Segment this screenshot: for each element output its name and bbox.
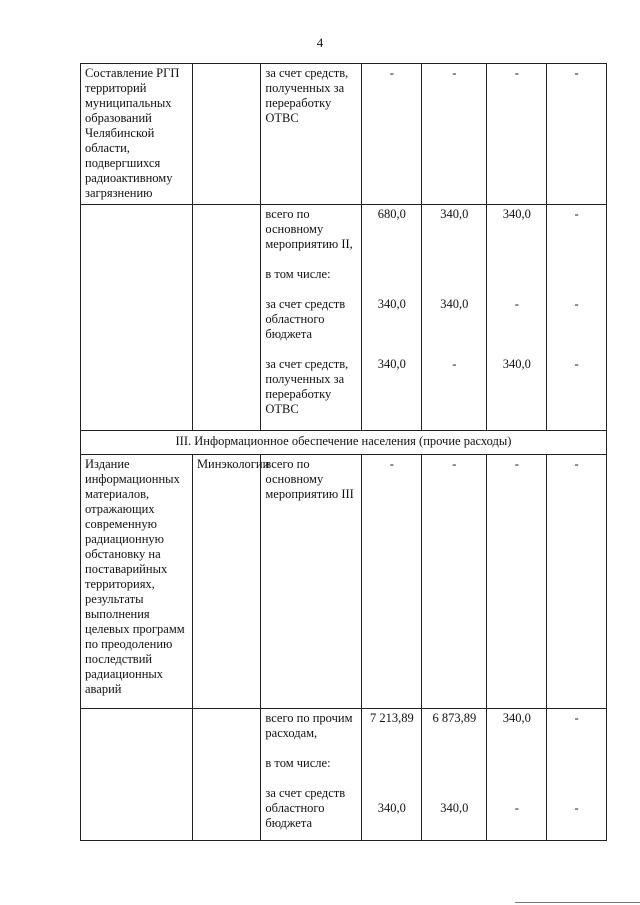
total-value: 340,0 bbox=[502, 207, 531, 221]
activity-name-cell: Издание информационных материалов, отражающих современную радиационную обстановку на поставарийных территориях, результаты выполнения целевых программ по преодолению последствий радиационных аварий bbox=[81, 455, 193, 709]
footer-rule bbox=[515, 902, 640, 903]
regional-value: - bbox=[574, 297, 579, 311]
value-cell: - bbox=[422, 455, 487, 709]
value-cell bbox=[422, 709, 487, 841]
total-value: - bbox=[574, 711, 579, 725]
regional-value: - bbox=[514, 297, 519, 311]
funding-source-cell bbox=[261, 709, 362, 841]
value-cell bbox=[422, 205, 487, 431]
total-value: 6 873,89 bbox=[432, 711, 477, 725]
total-value: - bbox=[574, 207, 579, 221]
regional-value: 340,0 bbox=[377, 801, 406, 815]
value-cell bbox=[547, 709, 607, 841]
value-cell: - bbox=[422, 64, 487, 205]
total-label: всего по основному мероприятию II, bbox=[265, 207, 353, 251]
value-cell bbox=[487, 205, 547, 431]
total-value: 340,0 bbox=[502, 711, 531, 725]
otvs-value: 340,0 bbox=[377, 357, 406, 371]
total-value: 7 213,89 bbox=[369, 711, 414, 725]
funding-source-cell: за счет средств, полученных за переработку ОТВС bbox=[261, 64, 362, 205]
including-label: в том числе: bbox=[265, 756, 331, 770]
executor-cell: Минэкологии bbox=[192, 455, 260, 709]
activity-name-cell bbox=[81, 709, 193, 841]
value-cell: - bbox=[487, 455, 547, 709]
regional-budget-label: за счет средств областного бюджета bbox=[265, 786, 346, 830]
activity-name-cell: Составление РГП территорий муниципальных образований Челябинской области, подвергшихся радиоактивному загрязнению bbox=[81, 64, 193, 205]
activity-name-cell bbox=[81, 205, 193, 431]
including-label: в том числе: bbox=[265, 267, 331, 281]
regional-value: 340,0 bbox=[440, 801, 469, 815]
total-value: 340,0 bbox=[440, 207, 469, 221]
regional-value: - bbox=[514, 801, 519, 815]
otvs-label: за счет средств, полученных за переработку ОТВС bbox=[265, 357, 349, 416]
section-heading: III. Информационное обеспечение населения (прочие расходы) bbox=[81, 431, 607, 455]
value-cell: - bbox=[547, 455, 607, 709]
value-cell: - bbox=[362, 455, 422, 709]
executor-cell bbox=[192, 205, 260, 431]
table-row bbox=[81, 205, 607, 431]
table-row bbox=[81, 455, 607, 709]
total-label: всего по прочим расходам, bbox=[265, 711, 353, 740]
funding-source-cell: всего по основному мероприятию III bbox=[261, 455, 362, 709]
funding-source-cell bbox=[261, 205, 362, 431]
executor-cell bbox=[192, 709, 260, 841]
otvs-value: - bbox=[452, 357, 457, 371]
value-cell bbox=[362, 709, 422, 841]
regional-budget-label: за счет средств областного бюджета bbox=[265, 297, 346, 341]
otvs-value: - bbox=[574, 357, 579, 371]
executor-cell bbox=[192, 64, 260, 205]
value-cell bbox=[362, 205, 422, 431]
value-cell bbox=[487, 709, 547, 841]
total-value: 680,0 bbox=[377, 207, 406, 221]
regional-value: 340,0 bbox=[377, 297, 406, 311]
table-row bbox=[81, 64, 607, 205]
value-cell: - bbox=[362, 64, 422, 205]
section-heading-row bbox=[81, 431, 607, 455]
regional-value: - bbox=[574, 801, 579, 815]
budget-table bbox=[80, 63, 607, 841]
value-cell: - bbox=[547, 64, 607, 205]
page-number: 4 bbox=[316, 35, 324, 50]
table-row bbox=[81, 709, 607, 841]
value-cell bbox=[547, 205, 607, 431]
otvs-value: 340,0 bbox=[502, 357, 531, 371]
value-cell: - bbox=[487, 64, 547, 205]
regional-value: 340,0 bbox=[440, 297, 469, 311]
